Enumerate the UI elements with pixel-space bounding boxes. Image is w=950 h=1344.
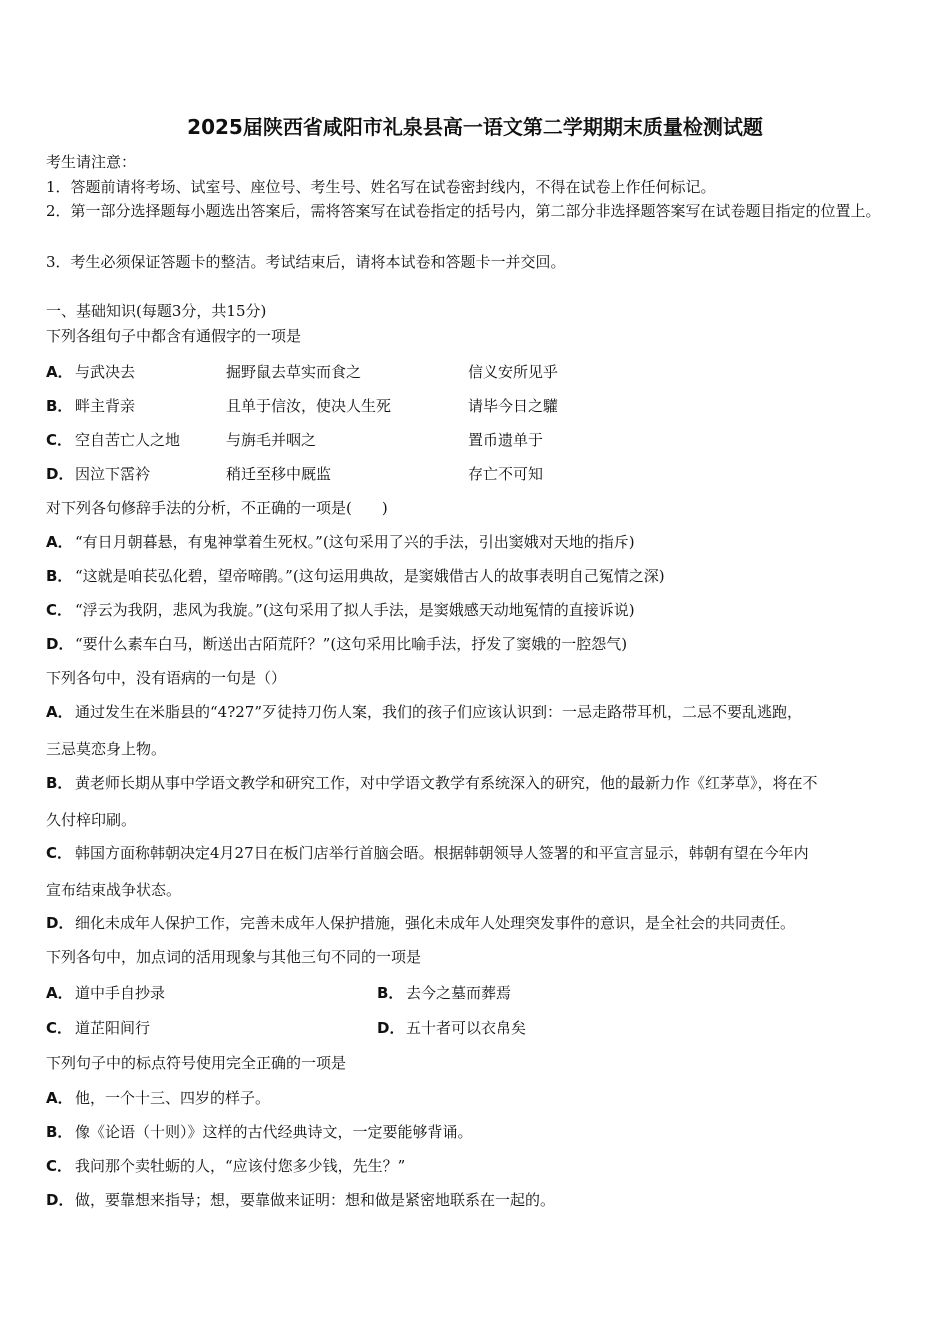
q1-option-b-label: B． [46,397,73,415]
q1-option-b-col3: 请毕今日之驩 [468,397,559,415]
q1-option-b-col2: 且单于信汝，使决人生死 [226,397,392,415]
q3-option-a-label: A． [46,703,73,721]
q2-option-c-label: C． [46,601,73,619]
q4-option-a-label: A． [46,984,73,1002]
q2-option-b-text: “这就是咱苌弘化碧，望帝啼鹃。”(这句运用典故，是窦娥借古人的故事表明自己冤情之深) [75,567,665,585]
q2-stem: 对下列各句修辞手法的分析，不正确的一项是( ) [46,499,388,517]
q3-stem: 下列各句中，没有语病的一句是（） [46,669,287,687]
q3-option-a-line2: 三忌莫恋身上物。 [46,740,167,758]
q5-option-c-text: 我问那个卖牡蛎的人，“应该付您多少钱，先生？” [75,1157,406,1175]
q2-option-d-text: “要什么素车白马，断送出古陌荒阡？”(这句采用比喻手法，抒发了窦娥的一腔怨气) [75,635,628,653]
q1-option-a-col2: 掘野鼠去草实而食之 [226,363,362,381]
q5-option-a-text: 他，一个十三、四岁的样子。 [75,1089,271,1107]
q1-option-b-col1: 畔主背亲 [75,397,136,415]
q2-option-a-text: “有日月朝暮悬，有鬼神掌着生死权。”(这句采用了兴的手法，引出窦娥对天地的指斥) [75,533,635,551]
q3-option-d-line1: 细化未成年人保护工作，完善未成年人保护措施，强化未成年人处理突发事件的意识，是全社会的共同责任。 [75,914,796,932]
q4-stem: 下列各句中，加点词的活用现象与其他三句不同的一项是 [46,948,422,966]
q1-option-d-col1: 因泣下霑衿 [75,465,151,483]
q2-option-b-label: B． [46,567,73,585]
q1-option-d-label: D． [46,465,74,483]
q3-option-c-line2: 宣布结束战争状态。 [46,881,182,899]
q1-option-c-label: C． [46,431,73,449]
q1-option-a-label: A． [46,363,73,381]
notice-item-3: 3．考生必须保证答题卡的整洁。考试结束后，请将本试卷和答题卡一并交回。 [46,253,566,271]
q5-option-a-label: A． [46,1089,73,1107]
q4-option-b-label: B． [377,984,404,1002]
q3-option-b-line2: 久付梓印刷。 [46,811,137,829]
q1-option-d-col3: 存亡不可知 [468,465,544,483]
q1-option-a-col3: 信义安所见乎 [468,363,559,381]
q1-option-a-col1: 与武决去 [75,363,136,381]
q2-option-a-label: A． [46,533,73,551]
q1-option-c-col1: 空自苦亡人之地 [75,431,181,449]
notice-item-1: 1．答题前请将考场、试室号、座位号、考生号、姓名写在试卷密封线内，不得在试卷上作任何标记。 [46,178,716,196]
q2-option-d-label: D． [46,635,74,653]
q1-option-c-col2: 与旃毛并咽之 [226,431,317,449]
page-title: 2025届陕西省咸阳市礼泉县高一语文第二学期期末质量检测试题 [187,115,763,139]
q4-option-d-text: 五十者可以衣帛矣 [406,1019,527,1037]
q2-option-c-text: “浮云为我阴，悲风为我旋。”(这句采用了拟人手法，是窦娥感天动地冤情的直接诉说) [75,601,635,619]
q3-option-b-label: B． [46,774,73,792]
q3-option-a-line1: 通过发生在米脂县的“4?27”歹徒持刀伤人案，我们的孩子们应该认识到：一忌走路带耳机，二忌不要乱逃跑， [75,703,803,721]
q4-option-c-label: C． [46,1019,73,1037]
q5-stem: 下列句子中的标点符号使用完全正确的一项是 [46,1054,347,1072]
notice-item-2: 2．第一部分选择题每小题选出答案后，需将答案写在试卷指定的括号内，第二部分非选择题答案写在试卷题目指定的位置上。 [46,202,881,220]
q1-option-d-col2: 稍迁至移中厩监 [226,465,332,483]
q5-option-d-text: 做，要靠想来指导；想，要靠做来证明：想和做是紧密地联系在一起的。 [75,1191,556,1209]
notice-heading: 考生请注意： [46,153,137,171]
q3-option-b-line1: 黄老师长期从事中学语文教学和研究工作，对中学语文教学有系统深入的研究，他的最新力作《红茅草》，将在不 [75,774,818,792]
q3-option-c-line1: 韩国方面称韩朝决定4月27日在板门店举行首脑会晤。根据韩朝领导人签署的和平宣言显示，韩朝有望在今年内 [75,844,809,862]
q4-option-c-text: 道芷阳间行 [75,1019,151,1037]
q5-option-c-label: C． [46,1157,73,1175]
q4-option-a-text: 道中手自抄录 [75,984,166,1002]
q4-option-b-text: 去今之墓而葬焉 [406,984,512,1002]
q5-option-d-label: D． [46,1191,74,1209]
q4-option-d-label: D． [377,1019,405,1037]
q3-option-c-label: C． [46,844,73,862]
q1-option-c-col3: 置币遗单于 [468,431,544,449]
q3-option-d-label: D． [46,914,74,932]
q5-option-b-text: 像《论语（十则）》这样的古代经典诗文，一定要能够背诵。 [75,1123,473,1141]
q1-stem: 下列各组句子中都含有通假字的一项是 [46,327,302,345]
section-heading: 一、基础知识(每题3分，共15分) [46,302,267,320]
q5-option-b-label: B． [46,1123,73,1141]
